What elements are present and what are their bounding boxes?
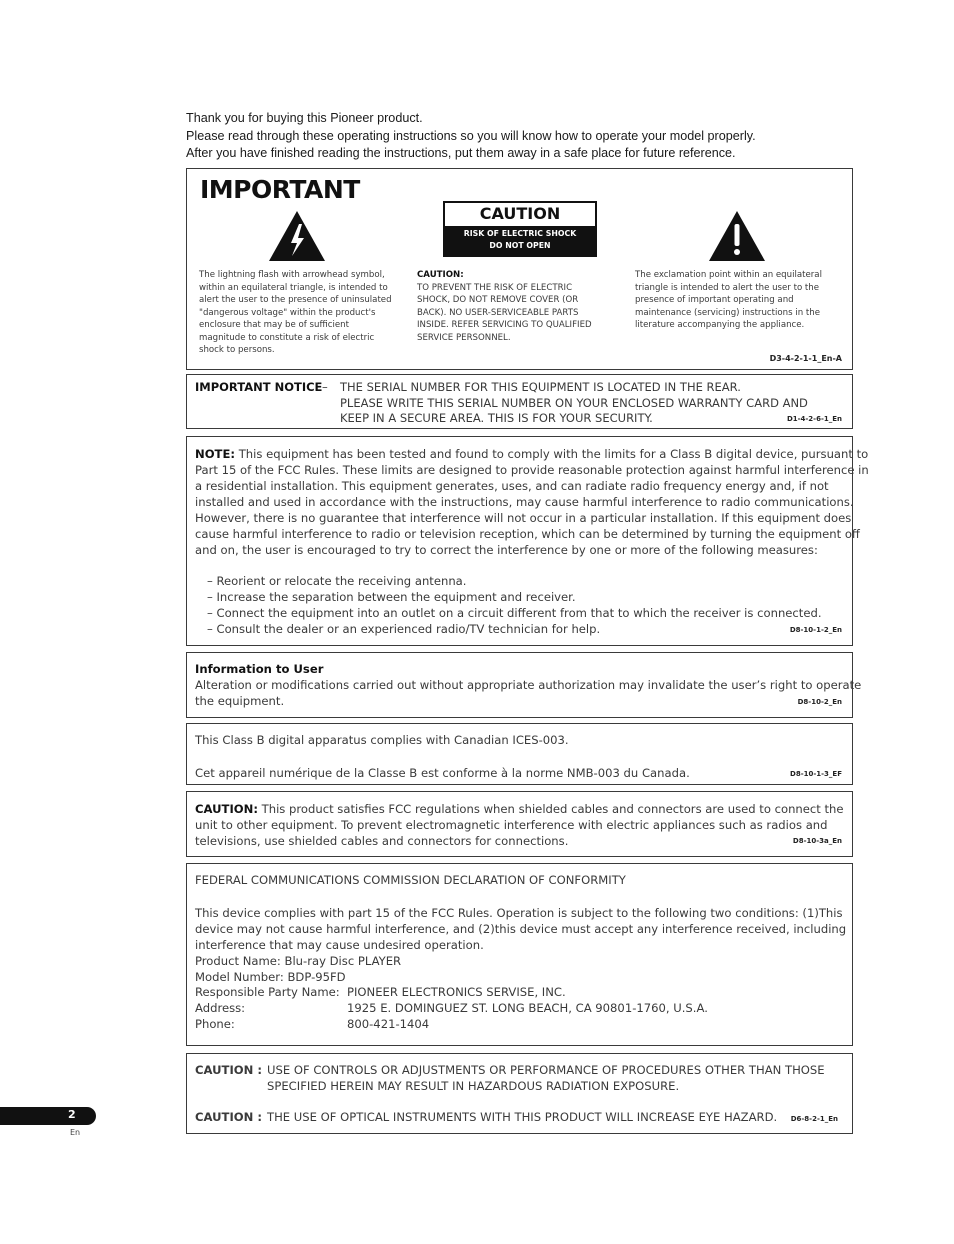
- lightning-description: The lightning flash with arrowhead symbol, within an equilateral triangle, is intended to alert the user to the presence of uninsulated "dangerous voltage" within the product's enclosure that may be of sufficient magnitude to constitute a risk of electric shock to persons.: [199, 270, 392, 355]
- address-value: 1925 E. DOMINGUEZ ST. LONG BEACH, CA 90801-1760, U.S.A.: [347, 1001, 708, 1015]
- party-label: Responsible Party Name:: [195, 985, 340, 999]
- reference-code: D8-10-2_En: [797, 698, 842, 706]
- party-value: PIONEER ELECTRONICS SERVISE, INC.: [347, 985, 566, 999]
- laser-caution-label-2: CAUTION :: [195, 1110, 262, 1124]
- important-title: IMPORTANT: [200, 175, 360, 204]
- canada-compliance-box: [186, 723, 853, 785]
- important-box: [186, 168, 853, 370]
- model-number: Model Number: BDP-95FD: [195, 970, 346, 984]
- important-notice-box: [186, 374, 853, 429]
- notice-dash: –: [322, 380, 328, 394]
- caution-badge-line-2: DO NOT OPEN: [489, 241, 551, 250]
- list-item: – Consult the dealer or an experienced radio/TV technician for help.: [207, 622, 601, 636]
- info-paragraph: Information to User Alteration or modifications carried out without appropriate authorization may invalidate the user’s right to operate the equipment.: [195, 662, 862, 708]
- phone-label: Phone:: [195, 1017, 235, 1031]
- list-item: – Connect the equipment into an outlet on a circuit different from that to which the receiver is connected.: [207, 606, 822, 620]
- reference-code: D3-4-2-1-1_En-A: [769, 354, 842, 363]
- product-name: Product Name: Blu-ray Disc PLAYER: [195, 954, 402, 968]
- caution-badge-title: CAUTION: [479, 204, 561, 223]
- fcc-note-box: [186, 436, 869, 646]
- exclamation-description: The exclamation point within an equilateral triangle is intended to alert the user to the presence of important operating and maintenance (servicing) instructions in the literature accompanying the appliance.: [635, 270, 822, 330]
- reference-code: D6-8-2-1_En: [790, 1115, 838, 1123]
- laser-caution-text-2: THE USE OF OPTICAL INSTRUMENTS WITH THIS PRODUCT WILL INCREASE EYE HAZARD.: [267, 1110, 778, 1124]
- intro-line-2: Please read through these operating instructions so you will know how to operate your model properly.: [186, 128, 756, 143]
- intro-text: [186, 110, 866, 163]
- note-paragraph: NOTE: This equipment has been tested and found to comply with the limits for a Class B digital device, pursuant to Part 15 of the FCC Rules. These limits are designed to provide reasonable protection against harmful interference in a residential installation. This equipment generates, uses, and can radiate radio frequency energy and, if not installed and used in accordance with the instructions, may cause harmful interference to radio communications. However, there is no guarantee that interference will not occur in a particular installation. If this equipment does cause harmful interference to radio or television reception, which can be determined by turning the equipment off and on, the user is encouraged to try to correct the interference by one or more of the following measures:: [195, 447, 869, 557]
- reference-code: D8-10-1-3_EF: [790, 770, 842, 778]
- canada-french: Cet appareil numérique de la Classe B est conforme à la norme NMB-003 du Canada.: [195, 766, 690, 780]
- fcc-caution-box: [186, 791, 853, 857]
- fcc-declaration-title: FEDERAL COMMUNICATIONS COMMISSION DECLARATION OF CONFORMITY: [195, 873, 626, 887]
- laser-caution-text-1b: SPECIFIED HEREIN MAY RESULT IN HAZARDOUS RADIATION EXPOSURE.: [267, 1079, 680, 1093]
- list-item: – Reorient or relocate the receiving antenna.: [207, 574, 467, 588]
- phone-value: 800-421-1404: [347, 1017, 430, 1031]
- lightning-warning-triangle-icon: [268, 210, 326, 262]
- reference-code: D1-4-2-6-1_En: [786, 415, 842, 423]
- reference-code: D8-10-3a_En: [792, 837, 842, 845]
- info-heading: Information to User: [195, 662, 324, 676]
- intro-line-3: After you have finished reading the instructions, put them away in a safe place for future reference.: [186, 146, 736, 160]
- caution-badge-line-1: RISK OF ELECTRIC SHOCK: [463, 229, 577, 238]
- fcc-caution-paragraph: CAUTION: This product satisfies FCC regulations when shielded cables and connectors are used to connect the unit to other equipment. To prevent electromagnetic interference with electric appliances such as radios and televisions, use shielded cables and connectors for connections.: [195, 802, 844, 848]
- caution-description: CAUTION: TO PREVENT THE RISK OF ELECTRIC SHOCK, DO NOT REMOVE COVER (OR BACK). NO USER-SERVICEABLE PARTS INSIDE. REFER SERVICING TO QUALIFIED SERVICE PERSONNEL.: [417, 270, 592, 343]
- page-number-tab: [0, 1107, 96, 1125]
- page-language: En: [70, 1128, 81, 1137]
- exclamation-warning-triangle-icon: [708, 210, 766, 262]
- notice-label: IMPORTANT NOTICE: [195, 380, 323, 394]
- note-label: NOTE:: [195, 447, 236, 461]
- notice-text: THE SERIAL NUMBER FOR THIS EQUIPMENT IS LOCATED IN THE REAR. PLEASE WRITE THIS SERIAL NUMBER ON YOUR ENCLOSED WARRANTY CARD AND KEEP IN A SECURE AREA. THIS IS FOR YOUR SECURITY.: [340, 380, 808, 426]
- fcc-declaration-box: [186, 863, 853, 1046]
- page-number: 2: [68, 1108, 76, 1121]
- fcc-declaration-paragraph: This device complies with part 15 of the FCC Rules. Operation is subject to the following two conditions: (1)This device may not cause harmful interference, and (2)this device must accept any interference received, including interference that may cause undesired operation. Product Name: Blu-ray Disc PLAYER Model Number: BDP-95FD: [195, 906, 847, 984]
- caution-badge: [443, 201, 597, 257]
- laser-caution-box: [186, 1053, 853, 1134]
- fcc-caution-label: CAUTION:: [195, 802, 258, 816]
- caution-badge-subtitle: [445, 226, 595, 255]
- intro-line-1: Thank you for buying this Pioneer product.: [186, 111, 423, 125]
- laser-caution-label-1: CAUTION :: [195, 1063, 262, 1077]
- address-label: Address:: [195, 1001, 246, 1015]
- information-to-user-box: [186, 652, 862, 718]
- caution-heading: CAUTION:: [417, 270, 464, 280]
- laser-caution-text-1a: USE OF CONTROLS OR ADJUSTMENTS OR PERFORMANCE OF PROCEDURES OTHER THAN THOSE: [267, 1063, 825, 1077]
- reference-code: D8-10-1-2_En: [789, 626, 842, 634]
- canada-english: This Class B digital apparatus complies with Canadian ICES-003.: [195, 733, 569, 747]
- list-item: – Increase the separation between the equipment and receiver.: [207, 590, 576, 604]
